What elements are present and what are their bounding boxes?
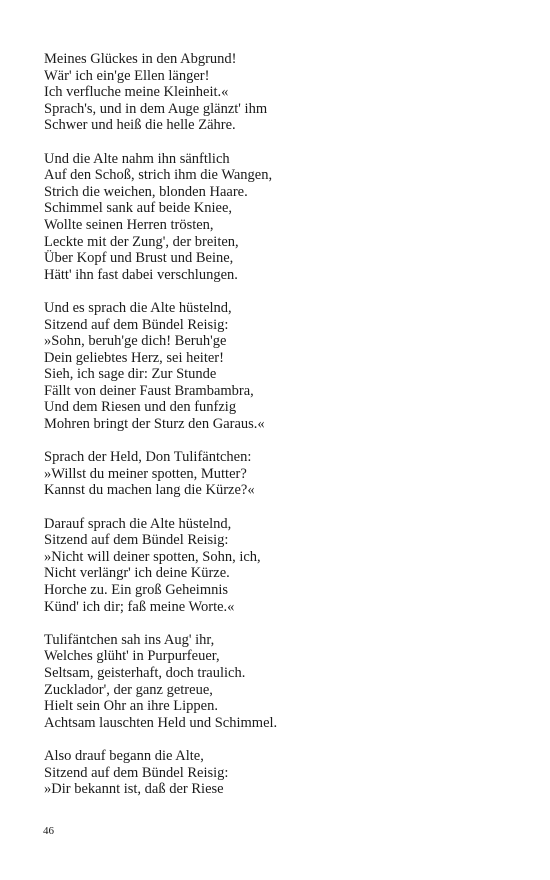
- verse-line: Hätt' ihn fast dabei verschlungen.: [44, 266, 238, 283]
- verse-line: Fällt von deiner Faust Brambambra,: [44, 382, 254, 399]
- verse-line: Und es sprach die Alte hüstelnd,: [44, 299, 232, 316]
- verse-line: Mohren bringt der Sturz den Garaus.«: [44, 416, 265, 433]
- verse-line: Strich die weichen, blonden Haare.: [44, 183, 248, 200]
- verse-line: Nicht verlängr' ich deine Kürze.: [44, 565, 230, 582]
- verse-line: Wollte seinen Herren trösten,: [44, 216, 214, 233]
- verse-line: Hielt sein Ohr an ihre Lippen.: [44, 698, 218, 715]
- stanza: [44, 632, 277, 732]
- poem-text: [44, 51, 277, 814]
- verse-line: Kannst du machen lang die Kürze?«: [44, 482, 255, 499]
- verse-line: Sprach's, und in dem Auge glänzt' ihm: [44, 100, 268, 117]
- verse-line: Sitzend auf dem Bündel Reisig:: [44, 316, 229, 333]
- verse-line: Sitzend auf dem Bündel Reisig:: [44, 532, 229, 549]
- stanza: [44, 151, 277, 284]
- verse-line: Sitzend auf dem Bündel Reisig:: [44, 764, 229, 781]
- verse-line: Zucklador', der ganz getreue,: [44, 681, 213, 698]
- verse-line: Dein geliebtes Herz, sei heiter!: [44, 349, 224, 366]
- verse-line: Leckte mit der Zung', der breiten,: [44, 233, 239, 250]
- verse-line: Und dem Riesen und den funfzig: [44, 399, 237, 416]
- verse-line: Schwer und heiß die helle Zähre.: [44, 117, 236, 134]
- stanza: [44, 51, 277, 134]
- verse-line: Welches glüht' in Purpurfeuer,: [44, 648, 220, 665]
- verse-line: Schimmel sank auf beide Kniee,: [44, 200, 233, 217]
- page-number: 46: [43, 825, 54, 837]
- verse-line: »Sohn, beruh'ge dich! Beruh'ge: [44, 333, 227, 350]
- verse-line: Seltsam, geisterhaft, doch traulich.: [44, 664, 246, 681]
- verse-line: Und die Alte nahm ihn sänftlich: [44, 150, 230, 167]
- verse-line: »Dir bekannt ist, daß der Riese: [44, 781, 224, 798]
- verse-line: Also drauf begann die Alte,: [44, 747, 204, 764]
- stanza: [44, 516, 277, 616]
- stanza: [44, 449, 277, 499]
- verse-line: Tulifäntchen sah ins Aug' ihr,: [44, 631, 215, 648]
- verse-line: Wär' ich ein'ge Ellen länger!: [44, 67, 210, 84]
- verse-line: Darauf sprach die Alte hüstelnd,: [44, 515, 232, 532]
- verse-line: Sieh, ich sage dir: Zur Stunde: [44, 366, 217, 383]
- verse-line: »Willst du meiner spotten, Mutter?: [44, 465, 247, 482]
- verse-line: Achtsam lauschten Held und Schimmel.: [44, 714, 278, 731]
- verse-line: Künd' ich dir; faß meine Worte.«: [44, 598, 235, 615]
- stanza: [44, 748, 277, 798]
- stanza: [44, 300, 277, 433]
- verse-line: Über Kopf und Brust und Beine,: [44, 250, 234, 267]
- verse-line: Horche zu. Ein groß Geheimnis: [44, 582, 229, 598]
- verse-line: Meines Glückes in den Abgrund!: [44, 51, 237, 67]
- verse-line: Auf den Schoß, strich ihm die Wangen,: [44, 167, 273, 184]
- verse-line: »Nicht will deiner spotten, Sohn, ich,: [44, 548, 261, 565]
- verse-line: Sprach der Held, Don Tulifäntchen:: [44, 449, 252, 466]
- verse-line: Ich verfluche meine Kleinheit.«: [44, 84, 229, 101]
